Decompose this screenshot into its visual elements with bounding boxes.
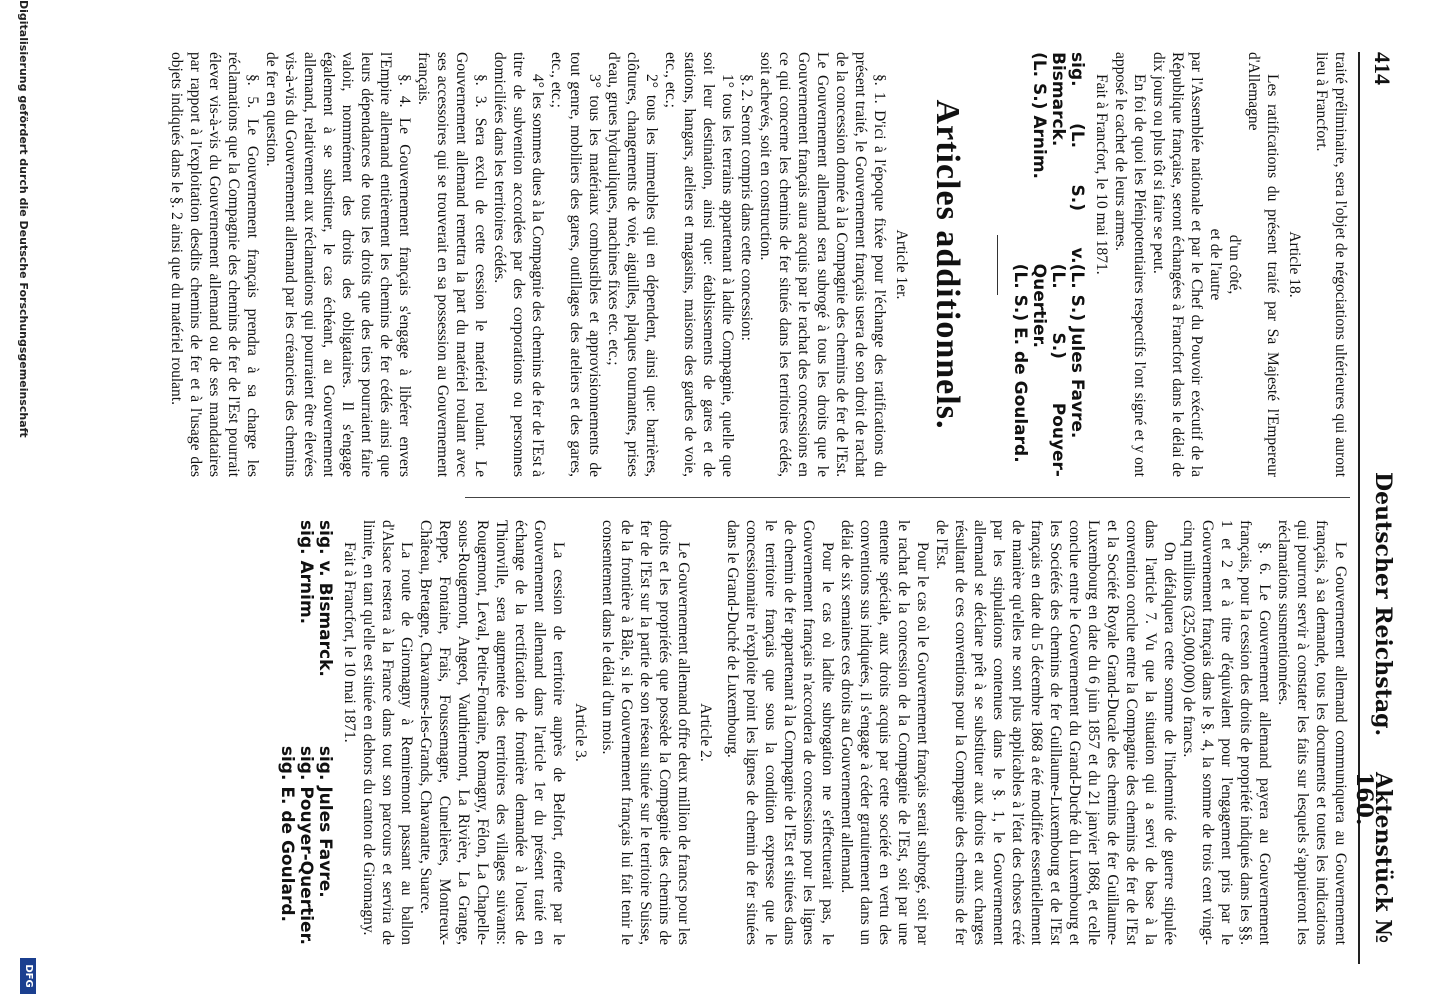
article-heading: Article 3. bbox=[572, 703, 589, 762]
page-number: 414 bbox=[1370, 52, 1395, 85]
right-column bbox=[277, 520, 1350, 945]
separator-line bbox=[997, 235, 998, 295]
paragraph: Les ratifications du présent traité par Sa Majesté l'Empereur d'Allemagne bbox=[1245, 52, 1281, 477]
signature-name: sig. Pouyer-Quertier. bbox=[296, 745, 316, 945]
paragraph: Pour le cas où le Gouvernement français serait subrogé, soit par le rachat de la concession de la Compagnie de l'Est, soit par une entente spéciale, aux droits acquis par cette société en vertu des conventions sus indiquées, il s'engage à céder gratuitement dans un délai de six semaines ces droits au Gouvernement allemand. bbox=[838, 520, 931, 945]
signature-block bbox=[277, 520, 334, 945]
signature-name: (L. S.) E. de Goulard. bbox=[1010, 263, 1030, 463]
paragraph: §. 5. Le Gouvernement français prendra à sa charge les réclamations que la Compagnie des chemins de fer de l'Est pourrait élever vis-à-vis du Gouvernement allemand ou de ses mandataires par rapport à l'exploitation desdits chemins de fer et à l'usage des objets indiqués dans le §. 2 ainsi que du matériel roulant. bbox=[168, 52, 261, 477]
signature bbox=[296, 746, 315, 945]
signature bbox=[315, 746, 334, 945]
signature-name: sig. Arnim. bbox=[296, 520, 316, 625]
article-heading: Article 2. bbox=[697, 703, 714, 762]
paragraph: §. 3. Sera exclu de cette cession le matériel roulant. Le Gouvernement allemand remettra la part du matériel roulant avec ses accessoires qui se trouverait en sa possession au Gouvernement français. bbox=[415, 52, 489, 477]
list-item: 1° tous les terrains appartenant à ladite Compagnie, quelle que soit leur destination, ainsi que: établissements de gares et de stations, hangars, ateliers et magasins, maisons des gardes de voie, etc., etc.; bbox=[662, 52, 736, 477]
paragraph: §. 1. D'ici à l'époque fixée pour l'échange des ratifications du présent traité, le Gouvernement français usera de son droit de rachat de la concession donnée à la Compagnie des chemins de fer de l'Est. Le Gouvernement allemand sera subrogé à tous les droits que le Gouvernement français aura acquis par le rachat des concessions en ce qui concerne les chemins de fer situés dans les territoires cédés, soit achevés, soit en construction. bbox=[757, 52, 888, 477]
list-item: 3° tous les matériaux combustibles et approvisionnements de tout genre, mobiliers des gares, outillages des ateliers et des gares, etc., etc.; bbox=[548, 52, 603, 477]
paragraph: En foi de quoi les Plénipotentiaires respectifs l'ont signé et y ont apposé le cachet de leurs armes. bbox=[1112, 52, 1148, 477]
section-heading: Articles additionnels. bbox=[929, 99, 966, 430]
paragraph: La route de Giromagny à Remiremont passant au ballon d'Alsace restera à la France dans tout son parcours et servira de limite, en tant qu'elle est située en dehors du canton de Giromagny. bbox=[360, 520, 415, 945]
signature-name: (L. S.) Arnim. bbox=[1029, 52, 1049, 180]
signature-name: sig. (L. S.) v. Bismarck. bbox=[1048, 52, 1087, 264]
paragraph: et de l'autre bbox=[1207, 228, 1224, 301]
paragraph: d'un côté, bbox=[1226, 234, 1243, 295]
signature-name: sig. E. de Goulard. bbox=[277, 745, 297, 922]
paragraph: Fait à Francfort, le 10 mai 1871. bbox=[341, 542, 358, 743]
signature-name: sig. v. Bismarck. bbox=[315, 520, 335, 677]
digitization-note: Digitalisierung gefördert durch die Deutsche Forschungsgemeinschaft bbox=[17, 0, 30, 438]
signature-name: (L. S.) Pouyer-Quertier. bbox=[1029, 263, 1068, 477]
signature bbox=[1029, 264, 1067, 477]
column-divider bbox=[465, 497, 1350, 498]
paragraph: §. 4. Le Gouvernement français s'engage à libérer envers l'Empire allemand entièrement les chemins de fer cédés ainsi que leurs dépendances de tous les droits que des tiers pourraient faire valoir, nommément des droits des obligataires. Il s'engage également à se substituer, le cas échéant, au Gouvernement allemand, relativement aux réclamations qui pourraient être élevées vis-à-vis du Gouvernement allemand par les créanciers des chemins de fer en question. bbox=[263, 52, 413, 477]
signature bbox=[296, 520, 315, 677]
paragraph: traité préliminaire, sera l'objet de négociations ultérieures qui auront lieu à Francfort. bbox=[1313, 52, 1349, 477]
signature-block bbox=[1010, 52, 1086, 477]
paragraph: On défalquera cette somme de l'indemnité de guerre stipulée dans l'article 7. Vu que la situation qui a servi de base à la convention conclue entre la Compagnie des chemins de fer de l'Est et la Société Royale Grand-Ducale des chemins de fer Guillaume-Luxembourg en date du 6 juin 1857 et du 21 janvier 1868, et celle conclue entre le Gouvernement du Grand-Duché du Luxembourg et les Sociétés des chemins de fer Guillaume-Luxembourg et de l'Est français en date du 5 décembre 1868 a été modifiée essentiellement de manière qu'elles ne sont plus applicables à l'état des choses créé par les stipulations contenues dans le §. 1, le Gouvernement allemand se déclare prêt à se substituer aux droits et aux charges résultant de ces conventions pour la Compagnie des chemins de fer de l'Est. bbox=[933, 520, 1178, 945]
paragraph: Fait à Francfort, le 10 mai 1871. bbox=[1093, 74, 1110, 275]
signature bbox=[1048, 52, 1086, 264]
article-heading: Article 1er. bbox=[893, 229, 910, 300]
digitization-footer bbox=[12, 0, 36, 1000]
running-title: Deutscher Reichstag. bbox=[1370, 472, 1396, 737]
signature-name: sig. Jules Favre. bbox=[315, 745, 335, 898]
paragraph: Le Gouvernement allemand offre deux million de francs pour les droits et les propriétés que possède la Compagnie des chemins de fer de l'Est sur la partie de son réseau située sur le territoire Suisse, de la frontière à Bâle, si le Gouvernement français lui fait tenir le consentement dans le délai d'un mois. bbox=[599, 520, 692, 946]
page-header bbox=[1351, 52, 1396, 964]
paragraph: par l'Assemblée nationale et par le Chef du Pouvoir exécutif de la République française, seront échangées à Francfort dans le délai de dix jours ou plus tôt si faire se peut. bbox=[1150, 52, 1205, 477]
signature bbox=[1010, 264, 1029, 477]
paragraph: Pour le cas où ladite subrogation ne s'effectuerait pas, le Gouvernement français n'accordera de concessions pour les lignes de chemin de fer appartenant à la Compagnie de l'Est et situées dans le territoire français que sous la condition expresse que le concessionnaire n'exploite point les lignes de chemin de fer situées dans le Grand-Duché de Luxembourg. bbox=[724, 520, 836, 945]
dfg-logo: DFG bbox=[20, 958, 36, 994]
signature bbox=[315, 520, 334, 677]
signature bbox=[277, 746, 296, 945]
paragraph: La cession de territoire auprès de Belfort, offerte par le Gouvernement allemand dans l'article 1er du présent traité en échange de la rectification de frontière demandée à l'ouest de Thionville, sera augmentée des territoires des villages suivants: Rougemont, Leval, Petite-Fontaine, Romagny, Félon, La Chapelle-sous-Rougemont, Angeot, Vauthiermont, La Rivière, La Grange, Reppe, Fontaine, Frais, Foussemagne, Cunelières, Montreux-Château, Bretagne, Chavannes-les-Grands, Chavanatte, Suarce. bbox=[417, 520, 567, 945]
signature bbox=[1029, 52, 1048, 264]
signature bbox=[1067, 264, 1086, 477]
paragraph: §. 6. Le Gouvernement allemand payera au Gouvernement français, pour la cession des droits de propriété indiqués dans les §§. 1 et 2 et à titre d'équivalent pour l'engagement pris par le Gouvernement français dans le §. 4, la somme de trois cent vingt-cinq millions (325,000,000) de francs. bbox=[1180, 520, 1273, 945]
left-column bbox=[167, 52, 1350, 477]
section-label: Aktenstück № 160. bbox=[1351, 772, 1396, 944]
signature-name: (L. S.) Jules Favre. bbox=[1067, 263, 1087, 439]
list-item: 4° les sommes dues à la Compagnie des chemins de fer de l'Est à titre de subvention accordées par des corporations ou personnes domiciliées dans les territoires cédés. bbox=[491, 52, 546, 477]
paragraph: §. 2. Seront compris dans cette concession: bbox=[738, 74, 755, 341]
article-heading: Article 18. bbox=[1286, 231, 1303, 298]
list-item: 2° tous les immeubles qui en dépendent, ainsi que: barrières, clôtures, changements de voie, aiguilles, plaques tournantes, prises d'eau, grues hydrauliques, machines fixes etc. etc.; bbox=[605, 52, 660, 477]
paragraph: Le Gouvernement allemand communiquera au Gouvernement français, à sa demande, tous les documents et toutes les indications qui pourront servir à constater les faits sur lesquels s'appuieront les réclamations susmentionnées. bbox=[1275, 520, 1349, 945]
